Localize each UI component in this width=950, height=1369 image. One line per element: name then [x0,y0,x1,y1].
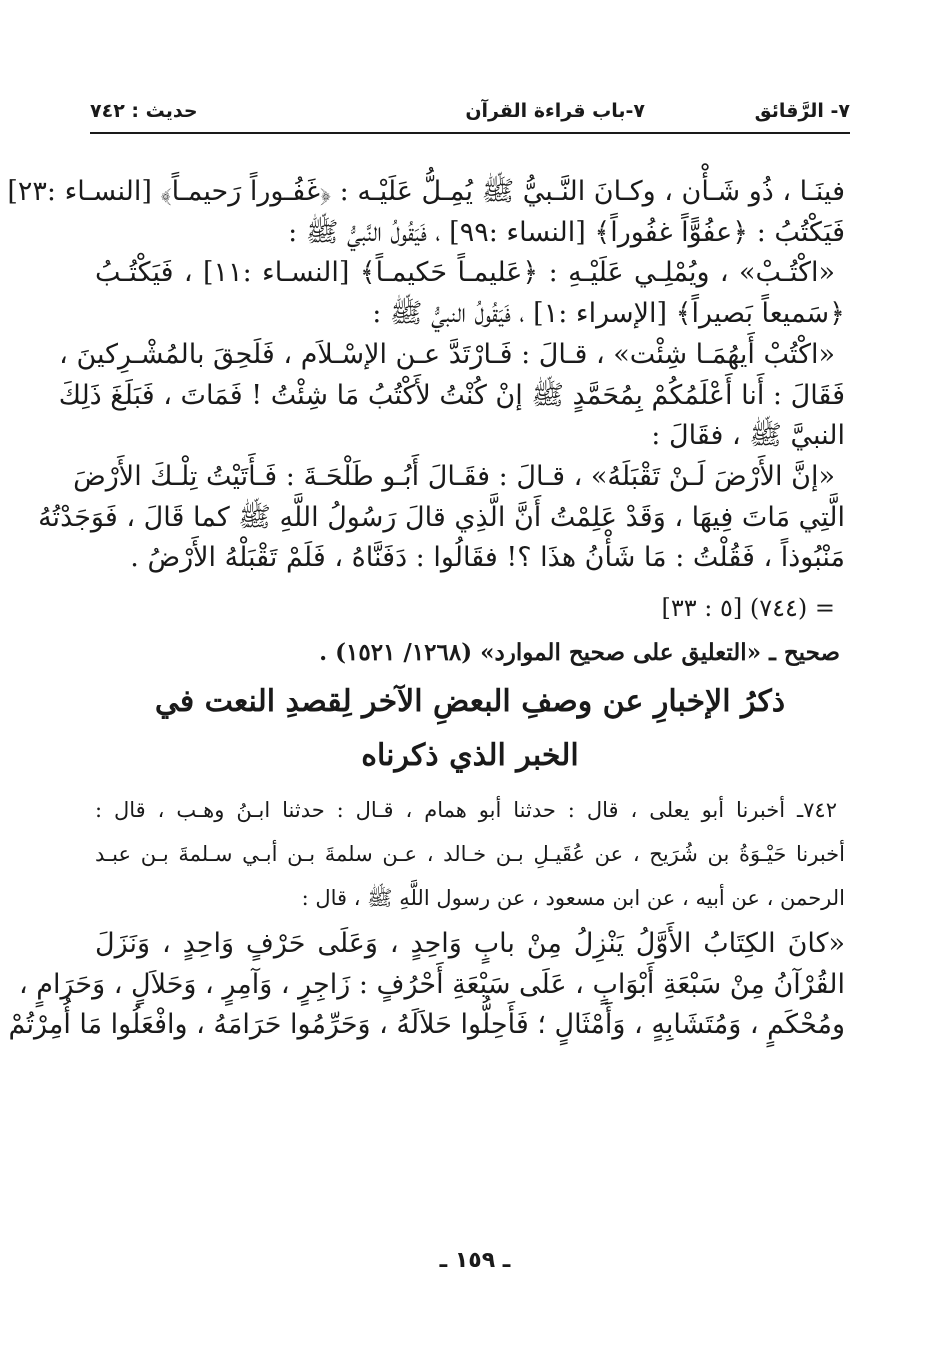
cross-reference: = (٧٤٤) [٥ : ٣٣] [661,594,835,623]
text-line: فينَـا ، ذُو شَـأْن ، وكـانَ النَّـبيُّ ﷺ يُمِـلُّ عَلَيْـه : ﴿غَفُـوراً رَحيمـاً﴾ [النسـاء :٢٣] [7,176,845,207]
preceding-hadith-text [7,172,845,579]
isnad-line: أخبرنا حَيْـوَةُ بن شُرَيح ، عن عُقَيـلِ بـن خـالد ، عـن سلمةَ بـن أبـي سـلمةَ بـن عبـد [95,842,845,867]
isnad-line: الرحمن ، عن أبيه ، عن ابن مسعود ، عن رسول اللَّهِ ﷺ ، قال : [301,886,845,911]
header-divider [90,132,850,134]
hadith-number-ref: حديث : ٧٤٢ [90,100,198,122]
text-line: فَيَكْتُبُ : ﴿عفُوًّاً غفُوراً﴾ [النساء :٩٩] ، فَيَقُولُ النَّبيُّ ﷺ : [288,216,845,248]
text-line: ومُحْكَمٍ ، وَمُتَشَابِهٍ ، وَأَمْثَالٍ ؛ فَأَحِلُّوا حَلاَلَهُ ، وَحَرِّمُوا حَرَامَهُ ، وافْعَلُوا مَا أُمِرْتُمْ [8,1009,845,1041]
section-title-line-2: الخبر الذي ذكرناه [361,738,579,774]
text-line: مَنْبُوذاً ، فَقُلْتُ : مَا شَأْنُ هذَا ؟! فقَالُوا : دَفَنَّاهُ ، فَلَمْ تَقْبَلْهُ الأَرْضُ . [130,542,845,574]
text-line: ﴿سَميعاً بَصيراً﴾ [الإسراء :١] ، فَيَقُولُ النبيُّ ﷺ : [372,298,845,330]
running-header [90,96,850,130]
text-line: القُرْآنُ مِنْ سَبْعَةِ أَبْوَابٍ ، عَلَى سَبْعَةِ أَحْرُفٍ : زَاجِرٍ ، وَآمِرٍ ، وَحَلاَلٍ ، وَحَرَامٍ ، [18,968,845,1000]
text-line: الَّتِي مَاتَ فِيهَا ، وَقَدْ عَلِمْتُ أَنَّ الَّذِي قالَ رَسُولُ اللَّهِ ﷺ كما قَالَ ، فَوَجَدْتُهُ [38,501,845,533]
isnad-chain [95,788,845,920]
hadith-matn [8,924,845,1046]
isnad-line: ٧٤٢ـ أخبرنا أبو يعلى ، قال : حدثنا أبو همام ، قـال : حدثنا ابـنُ وهـب ، قال : [95,798,837,823]
text-line: «إنَّ الأَرْضَ لَـنْ تَقْبَلَهُ» ، قـالَ : فقَـالَ أَبُـو طَلْحَـةَ : فَـأَتَيْتُ تِلْـكَ الأَرْضَ [73,460,835,492]
text-line: النبيَّ ﷺ ، فقَالَ : [651,420,845,452]
chapter-heading: ٧-باب قراءة القرآن [465,100,645,122]
book-section-title: ٧- الرَّقائق [754,100,850,122]
page-body [7,172,845,1046]
hadith-grading: صحيح ـ «التعليق على صحيح الموارد» (١٢٦٨/ ١٥٢١) . [319,639,840,667]
text-line: «كانَ الكِتَابُ الأَوَّلُ يَنْزِلُ مِنْ بابٍ وَاحِدٍ ، وَعَلَى حَرْفٍ وَاحِدٍ ، وَنَزَلَ [95,928,845,960]
text-line: فَقَالَ : أَنا أَعْلَمُكُمْ بِمُحَمَّدٍ ﷺ إنْ كُنْتُ لأَكْتُبُ مَا شِئْتُ ! فَمَاتَ ، فَبَلَغَ ذَلِكَ [58,379,845,411]
section-title-line-1: ذكرُ الإخبارِ عن وصفِ البعضِ الآخر لِقصدِ النعت في [154,684,786,720]
page-number: ـ ١٥٩ ـ [439,1248,511,1273]
text-line: «اكْتُـبْ» ، ويُمْلِـي عَلَيْـهِ : ﴿عَليمـاً حَكيمـاً﴾ [النسـاء :١١] ، فَيَكْتُـبُ [95,257,835,289]
text-line: «اكْتُبْ أَيهُمَـا شِئْت» ، قـالَ : فَـارْتَدَّ عـن الإسْـلاَم ، فَلَحِقَ بالمُشْـرِكينَ ، [59,338,835,370]
